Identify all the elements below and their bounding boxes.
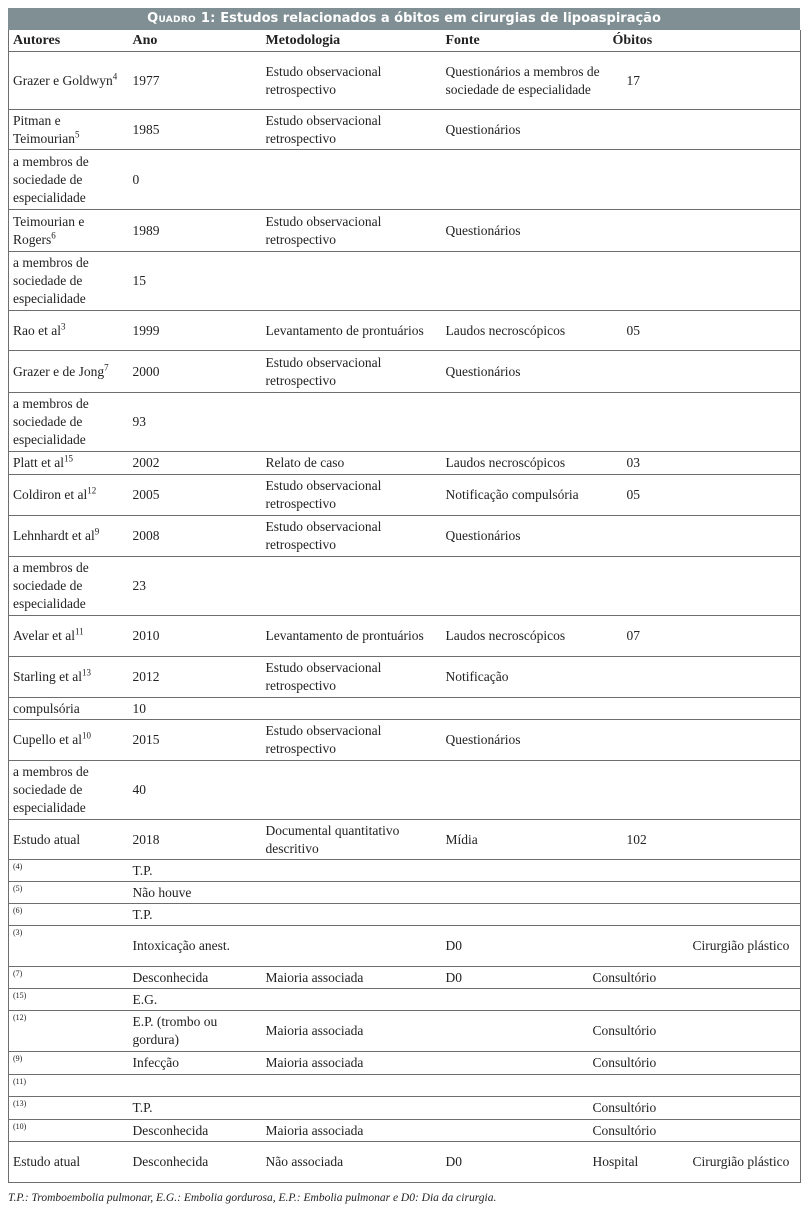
cell-author xyxy=(9,657,129,698)
outcome-cell-6 xyxy=(689,1052,801,1075)
cell-year-text: 1999 xyxy=(132,322,160,338)
outcome-cell-6 xyxy=(689,1075,801,1097)
outcome-cell-2: Intoxicação anest. xyxy=(129,926,262,967)
outcome-cell-3: Maioria associada xyxy=(262,1120,442,1142)
outcome-cell-1: (3) xyxy=(9,926,129,967)
outcome-cell-2: E.P. (trombo ou gordura) xyxy=(129,1011,262,1052)
cell-year-text: 2010 xyxy=(132,628,160,643)
cell-deaths xyxy=(609,820,801,860)
header-fonte: Fonte xyxy=(442,30,609,52)
cell-source-text: Notificação xyxy=(445,669,509,684)
cell-author xyxy=(9,393,129,452)
outcome-cell-3: Maioria associada xyxy=(262,1052,442,1075)
cell-year xyxy=(129,720,262,761)
cell-year-text: 15 xyxy=(132,273,146,288)
cell-source xyxy=(442,452,609,475)
cell-author xyxy=(9,150,129,210)
cell-deaths xyxy=(609,210,801,252)
outcome-cell-1: (6) xyxy=(9,904,129,926)
cell-method xyxy=(262,657,442,698)
outcome-cell-3 xyxy=(262,1097,442,1120)
cell-method xyxy=(262,393,442,452)
cell-year-text: 40 xyxy=(132,782,146,797)
cell-source xyxy=(442,252,609,311)
cell-deaths xyxy=(609,110,801,150)
cell-year-text: 2008 xyxy=(132,528,160,543)
cell-author-text: Grazer e Goldwyn xyxy=(13,72,113,88)
cell-year xyxy=(129,820,262,860)
table-row xyxy=(9,210,801,252)
cell-method xyxy=(262,516,442,557)
outcome-cell-2: T.P. xyxy=(129,904,262,926)
outcome-cell-3 xyxy=(262,882,442,904)
cell-method xyxy=(262,698,442,720)
header-metodologia: Metodologia xyxy=(262,30,442,52)
table-title-bar xyxy=(8,8,800,30)
outcome-cell-5: Hospital xyxy=(589,1142,689,1183)
cell-author xyxy=(9,698,129,720)
cell-deaths xyxy=(609,475,801,516)
outcome-cell-5: Consultório xyxy=(589,1120,689,1142)
table-row xyxy=(9,967,801,989)
table-row xyxy=(9,1097,801,1120)
cell-method xyxy=(262,210,442,252)
header-row xyxy=(9,30,801,52)
outcome-cell-1: (4) xyxy=(9,860,129,882)
cell-year xyxy=(129,516,262,557)
cell-author-text: Cupello et al xyxy=(13,732,82,747)
table-title-prefix: Quadro 1: xyxy=(147,11,216,26)
cell-deaths-text: 07 xyxy=(626,628,640,643)
outcome-cell-2: Desconhecida xyxy=(129,1120,262,1142)
cell-method xyxy=(262,720,442,761)
outcome-cell-6: Cirurgião plástico xyxy=(689,1142,801,1183)
cell-source-text: Questionários xyxy=(445,528,521,543)
cell-method xyxy=(262,761,442,820)
outcome-cell-3: Maioria associada xyxy=(262,967,442,989)
cell-author xyxy=(9,452,129,475)
table-row xyxy=(9,1142,801,1183)
table-row xyxy=(9,1075,801,1097)
table-row xyxy=(9,926,801,967)
outcome-cell-4 xyxy=(442,1075,589,1097)
outcome-cell-2: T.P. xyxy=(129,1097,262,1120)
cell-method xyxy=(262,150,442,210)
outcome-cell-4: D0 xyxy=(442,967,589,989)
outcome-cell-2: E.G. xyxy=(129,989,262,1011)
cell-year xyxy=(129,557,262,616)
outcome-cell-6 xyxy=(689,1120,801,1142)
cell-method xyxy=(262,351,442,393)
outcome-cell-3: Maioria associada xyxy=(262,1011,442,1052)
outcome-cell-4 xyxy=(442,904,589,926)
cell-author xyxy=(9,616,129,657)
cell-method-text: Estudo observacional retrospectivo xyxy=(265,723,382,756)
table-row xyxy=(9,351,801,393)
table-row xyxy=(9,1052,801,1075)
outcome-cell-5: Consultório xyxy=(589,1052,689,1075)
cell-year xyxy=(129,252,262,311)
cell-year-text: 93 xyxy=(132,414,146,429)
cell-deaths-text: 05 xyxy=(626,487,640,502)
cell-method xyxy=(262,52,442,110)
cell-source xyxy=(442,516,609,557)
table-row xyxy=(9,860,801,882)
outcome-cell-5 xyxy=(589,904,689,926)
cell-method xyxy=(262,475,442,516)
cell-deaths xyxy=(609,452,801,475)
cell-source xyxy=(442,657,609,698)
cell-deaths xyxy=(609,761,801,820)
outcome-cell-6 xyxy=(689,989,801,1011)
outcome-cell-3 xyxy=(262,1075,442,1097)
cell-year-text: 10 xyxy=(132,700,146,716)
studies-table-body xyxy=(9,52,801,860)
outcome-cell-5: Consultório xyxy=(589,1097,689,1120)
outcome-cell-5 xyxy=(589,1075,689,1097)
studies-table xyxy=(8,30,801,860)
reference-number: 4 xyxy=(112,71,118,81)
outcome-cell-6 xyxy=(689,882,801,904)
table-row xyxy=(9,110,801,150)
cell-author-text: a membros de sociedade de especialidade xyxy=(13,255,89,306)
cell-deaths xyxy=(609,616,801,657)
cell-author-text: Pitman e Teimourian xyxy=(13,112,76,146)
reference-number: 11 xyxy=(74,626,84,637)
table-row xyxy=(9,698,801,720)
table-container xyxy=(8,8,800,1183)
cell-deaths xyxy=(609,657,801,698)
table-row xyxy=(9,904,801,926)
cell-deaths xyxy=(609,311,801,351)
cell-deaths xyxy=(609,698,801,720)
cell-method-text: Estudo observacional retrospectivo xyxy=(265,213,382,247)
reference-number: 13 xyxy=(81,667,91,678)
outcomes-table-body xyxy=(9,860,801,1183)
reference-number: 12 xyxy=(87,485,97,496)
outcome-cell-3: Não associada xyxy=(262,1142,442,1183)
outcome-cell-2: Desconhecida xyxy=(129,1142,262,1183)
cell-deaths xyxy=(609,557,801,616)
outcome-cell-3 xyxy=(262,860,442,882)
cell-method-text: Documental quantitativo descritivo xyxy=(265,822,400,856)
reference-number: 7 xyxy=(104,362,109,372)
outcome-cell-6 xyxy=(689,1097,801,1120)
cell-method xyxy=(262,452,442,475)
outcome-cell-4 xyxy=(442,1011,589,1052)
cell-year xyxy=(129,351,262,393)
cell-deaths-text: 03 xyxy=(626,455,640,470)
table-row xyxy=(9,393,801,452)
cell-method-text: Relato de caso xyxy=(265,455,345,470)
cell-method-text: Estudo observacional retrospectivo xyxy=(265,478,382,511)
cell-method xyxy=(262,311,442,351)
cell-author-text: Avelar et al xyxy=(13,628,75,643)
outcomes-table xyxy=(8,859,801,1183)
cell-deaths-text: 05 xyxy=(626,322,640,338)
header-ano: Ano xyxy=(129,30,262,52)
outcome-cell-4 xyxy=(442,989,589,1011)
table-row xyxy=(9,52,801,110)
outcome-cell-4: D0 xyxy=(442,1142,589,1183)
cell-source-text: Questionários xyxy=(445,363,521,379)
header-obitos: Óbitos xyxy=(609,30,801,52)
cell-year xyxy=(129,311,262,351)
cell-method xyxy=(262,616,442,657)
cell-source-text: Questionários a membros de sociedade de especialidade xyxy=(445,63,600,97)
cell-method-text: Estudo observacional retrospectivo xyxy=(265,63,382,97)
header-autores: Autores xyxy=(9,30,129,52)
table-row xyxy=(9,616,801,657)
cell-year-text: 2000 xyxy=(132,363,160,379)
outcome-cell-4 xyxy=(442,860,589,882)
cell-author-text: Coldiron et al xyxy=(13,487,88,502)
outcome-cell-1: (12) xyxy=(9,1011,129,1052)
cell-year xyxy=(129,698,262,720)
cell-source-text: Laudos necroscópicos xyxy=(445,322,566,338)
cell-author xyxy=(9,761,129,820)
table-title: Estudos relacionados a óbitos em cirurgias de lipoaspiração xyxy=(220,11,661,26)
cell-source xyxy=(442,150,609,210)
outcome-cell-2: Infecção xyxy=(129,1052,262,1075)
table-row xyxy=(9,311,801,351)
cell-year-text: 2005 xyxy=(132,487,160,502)
cell-source xyxy=(442,110,609,150)
cell-author xyxy=(9,516,129,557)
table-row xyxy=(9,1011,801,1052)
cell-source xyxy=(442,311,609,351)
outcome-cell-6 xyxy=(689,967,801,989)
cell-method-text: Levantamento de prontuários xyxy=(265,322,424,338)
cell-method-text: Levantamento de prontuários xyxy=(265,628,424,643)
cell-source xyxy=(442,698,609,720)
cell-author-text: a membros de sociedade de especialidade xyxy=(13,396,89,447)
outcome-cell-2: Desconhecida xyxy=(129,967,262,989)
cell-year-text: 1985 xyxy=(132,121,160,137)
outcome-cell-6 xyxy=(689,1011,801,1052)
outcome-cell-5 xyxy=(589,860,689,882)
cell-source-text: Questionários xyxy=(445,121,521,137)
cell-source-text: Mídia xyxy=(445,831,478,847)
outcome-cell-1: (13) xyxy=(9,1097,129,1120)
outcome-cell-5: Consultório xyxy=(589,967,689,989)
outcome-cell-1: (15) xyxy=(9,989,129,1011)
cell-source-text: Notificação compulsória xyxy=(445,487,579,502)
reference-number: 5 xyxy=(75,129,80,139)
table-row xyxy=(9,882,801,904)
cell-author-text: a membros de sociedade de especialidade xyxy=(13,560,89,611)
cell-year-text: 23 xyxy=(132,578,146,593)
cell-method xyxy=(262,252,442,311)
cell-author-text: a membros de sociedade de especialidade xyxy=(13,153,89,205)
outcome-cell-4 xyxy=(442,882,589,904)
cell-source xyxy=(442,761,609,820)
cell-year xyxy=(129,110,262,150)
cell-source xyxy=(442,720,609,761)
cell-deaths-text: 17 xyxy=(626,72,640,88)
cell-author xyxy=(9,720,129,761)
cell-year-text: 2012 xyxy=(132,669,160,684)
outcome-cell-1: (7) xyxy=(9,967,129,989)
table-row xyxy=(9,657,801,698)
outcome-cell-6: Cirurgião plástico xyxy=(689,926,801,967)
outcome-cell-2 xyxy=(129,1075,262,1097)
table-row xyxy=(9,720,801,761)
outcome-cell-1: (10) xyxy=(9,1120,129,1142)
cell-year xyxy=(129,761,262,820)
cell-deaths xyxy=(609,252,801,311)
outcome-cell-5: Consultório xyxy=(589,1011,689,1052)
cell-author-text: Lehnhardt et al xyxy=(13,528,95,543)
outcome-cell-3 xyxy=(262,904,442,926)
cell-author-text: Grazer e de Jong xyxy=(13,363,105,379)
outcome-cell-5 xyxy=(589,926,689,967)
outcome-cell-4 xyxy=(442,1052,589,1075)
outcome-cell-5 xyxy=(589,882,689,904)
cell-deaths xyxy=(609,150,801,210)
cell-source xyxy=(442,820,609,860)
cell-author-text: Rao et al xyxy=(13,322,61,338)
cell-author xyxy=(9,110,129,150)
table-row xyxy=(9,761,801,820)
outcome-cell-4: D0 xyxy=(442,926,589,967)
cell-author xyxy=(9,475,129,516)
reference-number: 15 xyxy=(64,453,73,464)
outcome-cell-4 xyxy=(442,1097,589,1120)
cell-year xyxy=(129,616,262,657)
reference-number: 3 xyxy=(60,321,66,331)
cell-deaths xyxy=(609,516,801,557)
outcome-cell-2: T.P. xyxy=(129,860,262,882)
cell-source xyxy=(442,557,609,616)
outcome-cell-6 xyxy=(689,904,801,926)
cell-method-text: Estudo observacional retrospectivo xyxy=(265,354,382,388)
cell-method xyxy=(262,820,442,860)
table-row xyxy=(9,252,801,311)
outcome-cell-2: Não houve xyxy=(129,882,262,904)
cell-year-text: 0 xyxy=(132,171,140,187)
outcome-cell-1: (11) xyxy=(9,1075,129,1097)
table-row xyxy=(9,989,801,1011)
cell-method xyxy=(262,557,442,616)
cell-source xyxy=(442,393,609,452)
outcome-cell-5 xyxy=(589,989,689,1011)
reference-number: 9 xyxy=(94,526,100,537)
outcome-cell-4 xyxy=(442,1120,589,1142)
table-row xyxy=(9,1120,801,1142)
cell-source-text: Laudos necroscópicos xyxy=(445,628,566,643)
cell-author-text: Estudo atual xyxy=(13,831,81,847)
table-row xyxy=(9,820,801,860)
cell-year-text: 1977 xyxy=(132,72,160,88)
table-footnote: T.P.: Tromboembolia pulmonar, E.G.: Embolia gordurosa, E.P.: Embolia pulmonar e D0: Dia da cirurgia. xyxy=(8,1192,497,1204)
outcome-cell-6 xyxy=(689,860,801,882)
cell-year xyxy=(129,393,262,452)
cell-author-text: a membros de sociedade de especialidade xyxy=(13,764,89,815)
cell-deaths xyxy=(609,720,801,761)
cell-year xyxy=(129,657,262,698)
cell-year-text: 1989 xyxy=(132,222,160,238)
reference-number: 6 xyxy=(51,230,56,240)
reference-number: 10 xyxy=(81,730,91,741)
cell-deaths xyxy=(609,52,801,110)
table-row xyxy=(9,516,801,557)
table-row xyxy=(9,475,801,516)
cell-method-text: Estudo observacional retrospectivo xyxy=(265,112,382,146)
cell-author-text: Platt et al xyxy=(13,455,64,470)
cell-deaths-text: 102 xyxy=(626,831,647,847)
cell-author xyxy=(9,252,129,311)
cell-author xyxy=(9,311,129,351)
cell-source xyxy=(442,52,609,110)
cell-year xyxy=(129,52,262,110)
outcome-cell-1: Estudo atual xyxy=(9,1142,129,1183)
outcome-cell-1: (5) xyxy=(9,882,129,904)
cell-source xyxy=(442,351,609,393)
cell-author-text: compulsória xyxy=(13,700,80,716)
cell-year-text: 2018 xyxy=(132,831,160,847)
cell-source xyxy=(442,475,609,516)
cell-method xyxy=(262,110,442,150)
cell-year xyxy=(129,210,262,252)
cell-source xyxy=(442,616,609,657)
cell-author xyxy=(9,820,129,860)
cell-author xyxy=(9,351,129,393)
table-row xyxy=(9,557,801,616)
cell-year xyxy=(129,452,262,475)
outcome-cell-3 xyxy=(262,926,442,967)
cell-year xyxy=(129,475,262,516)
cell-source-text: Laudos necroscópicos xyxy=(445,455,566,470)
cell-deaths xyxy=(609,351,801,393)
cell-method-text: Estudo observacional retrospectivo xyxy=(265,660,382,693)
cell-method-text: Estudo observacional retrospectivo xyxy=(265,519,382,552)
outcome-cell-3 xyxy=(262,989,442,1011)
cell-source-text: Questionários xyxy=(445,732,521,747)
cell-source-text: Questionários xyxy=(445,222,521,238)
cell-deaths xyxy=(609,393,801,452)
cell-author-text: Teimourian e Rogers xyxy=(13,213,85,247)
cell-author-text: Starling et al xyxy=(13,669,82,684)
table-row xyxy=(9,150,801,210)
cell-year xyxy=(129,150,262,210)
cell-author xyxy=(9,557,129,616)
cell-source xyxy=(442,210,609,252)
table-row xyxy=(9,452,801,475)
cell-author xyxy=(9,210,129,252)
cell-year-text: 2015 xyxy=(132,732,160,747)
outcome-cell-1: (9) xyxy=(9,1052,129,1075)
cell-author xyxy=(9,52,129,110)
cell-year-text: 2002 xyxy=(132,455,160,470)
